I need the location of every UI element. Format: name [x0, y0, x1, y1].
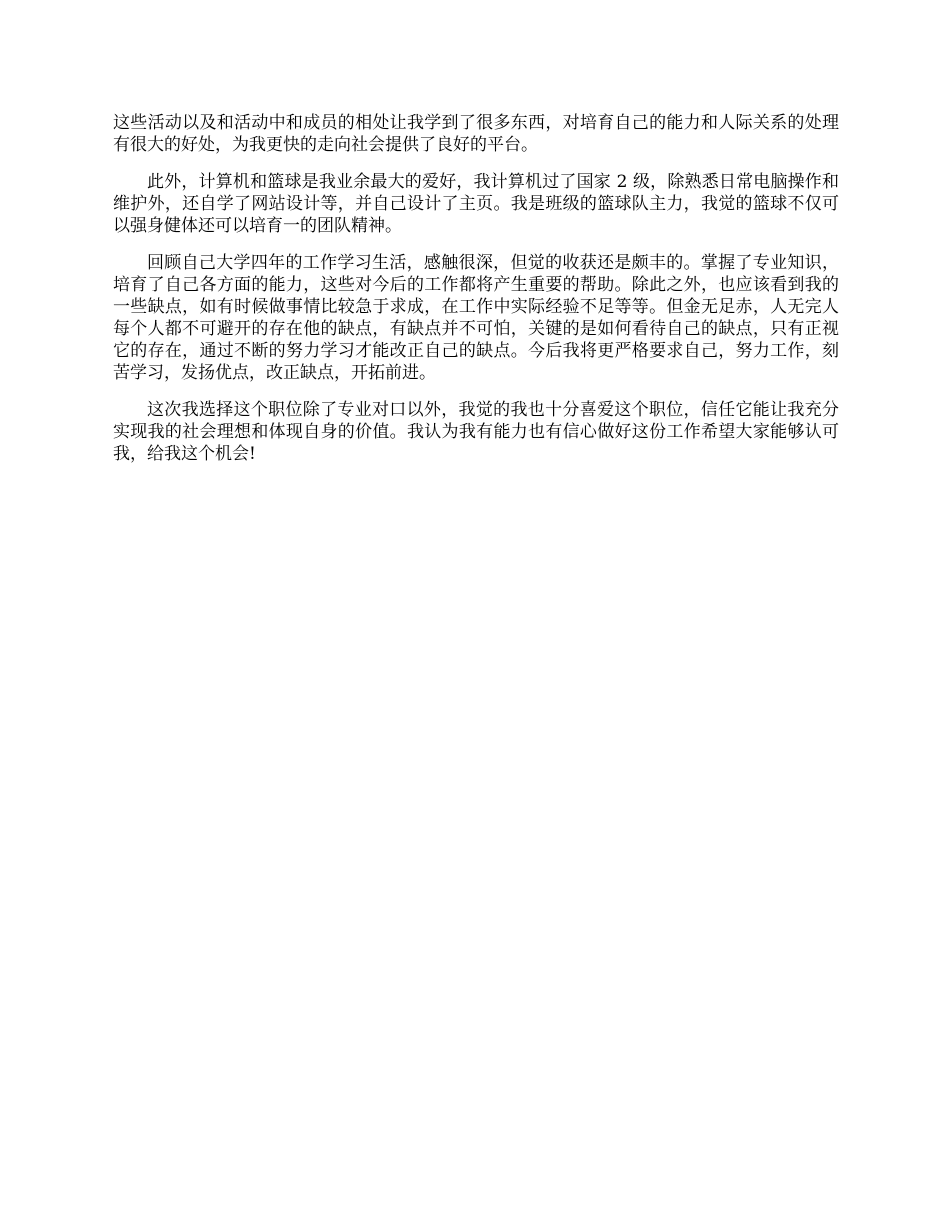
document-body [113, 112, 839, 465]
paragraph-1: 这些活动以及和活动中和成员的相处让我学到了很多东西，对培育自己的能力和人际关系的处理有很大的好处，为我更快的走向社会提供了良好的平台。 [113, 113, 839, 155]
paragraph-3: 回顾自己大学四年的工作学习生活，感触很深，但觉的收获还是颇丰的。掌握了专业知识，培育了自己各方面的能力，这些对今后的工作都将产生重要的帮助。除此之外，也应该看到我的一些缺点，如有时候做事情比较急于求成，在工作中实际经验不足等等。但金无足赤，人无完人每个人都不可避开的存在他的缺点，有缺点并不可怕，关键的是如何看待自己的缺点，只有正视它的存在，通过不断的努力学习才能改正自己的缺点。今后我将更严格要求自己，努力工作，刻苦学习，发扬优点，改正缺点，开拓前进。 [113, 253, 839, 383]
paragraph-2: 此外，计算机和篮球是我业余最大的爱好，我计算机过了国家 2 级，除熟悉日常电脑操作和维护外，还自学了网站设计等，并自己设计了主页。我是班级的篮球队主力，我觉的篮球不仅可以强身健体还可以培育一的团队精神。 [113, 172, 839, 236]
paragraph-4: 这次我选择这个职位除了专业对口以外，我觉的我也十分喜爱这个职位，信任它能让我充分实现我的社会理想和体现自身的价值。我认为我有能力也有信心做好这份工作希望大家能够认可我，给我这个机会! [113, 400, 839, 464]
